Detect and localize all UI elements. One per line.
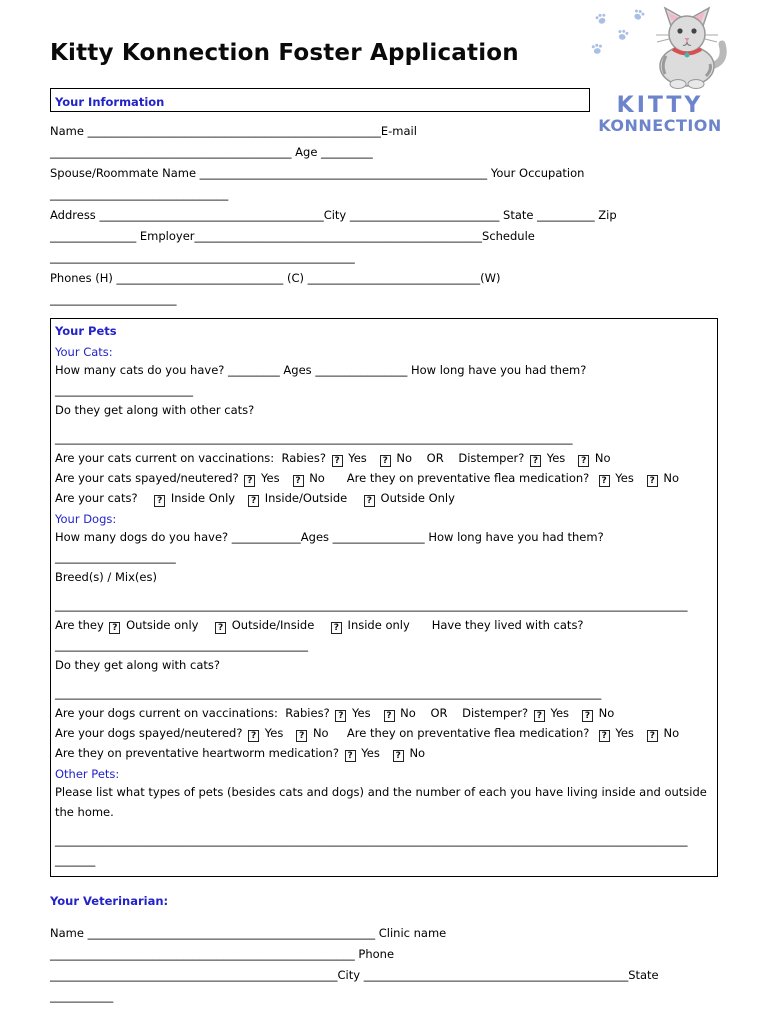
checkbox-icon[interactable]: ? [331,622,342,634]
vet-state-cont-line: ___________ [50,989,114,1003]
line-text: Are your cats? [55,491,153,505]
line-text: Are your dogs current on vaccinations: Rabies? [55,706,334,720]
checkbox-icon[interactable]: ? [364,495,375,507]
checkbox-icon[interactable]: ? [154,495,165,507]
info-line-phones-cont: ______________________ [50,292,177,306]
dogs-how-many-cont-line: _____________________ [55,550,176,564]
line-text: Are your cats spayed/neutered? [55,471,243,485]
info-line-name-email: Name ___________________________________________________E-mail [50,124,417,138]
line-text: Are your dogs spayed/neutered? [55,726,247,740]
checkbox-icon[interactable]: ? [296,730,307,742]
line-text: Yes [261,726,295,740]
checkbox-icon[interactable]: ? [244,475,255,487]
info-line-phones: Phones (H) _____________________________ (C) ______________________________(W) [50,271,501,285]
line-text: No OR Distemper? [396,706,532,720]
cats-get-along-question: Do they get along with other cats? [55,403,255,417]
cats-vaccinations-line [55,448,711,468]
line-text: Yes [543,451,577,465]
line-text: No Are they on preventative flea medication? [309,726,597,740]
line-text: Outside only [122,618,214,632]
page-title: Kitty Konnection Foster Application [50,40,519,66]
dogs-lived-with-cats-blank-line: ____________________________________________ [55,638,308,652]
label-your-cats: Your Cats: [55,345,113,359]
info-line-email-cont-age: __________________________________________ Age _________ [50,145,373,159]
line-text: Inside/Outside [261,491,362,505]
checkbox-icon[interactable]: ? [384,710,395,722]
dogs-get-along-question: Do they get along with cats? [55,658,220,672]
label-your-dogs: Your Dogs: [55,512,117,526]
info-line-spouse-occupation: Spouse/Roommate Name __________________________________________________ Your Occupation [50,166,585,180]
line-text: Yes [611,726,645,740]
vet-phone-line: _____________________________________________________ Phone [50,947,395,961]
dogs-spayed-neutered-line [55,723,711,743]
checkbox-icon[interactable]: ? [293,475,304,487]
dogs-breeds-label: Breed(s) / Mix(es) [55,570,157,584]
line-text: No [659,471,680,485]
checkbox-icon[interactable]: ? [215,622,226,634]
line-text: Inside Only [167,491,247,505]
checkbox-icon[interactable]: ? [582,710,593,722]
line-text: Are they on preventative heartworm medication? [55,746,343,760]
section-header-your-information [50,88,590,112]
other-pets-blank-line-1: ______________________________________________________________________________________________________________ [55,833,688,847]
line-text: No [595,706,615,720]
info-line-address-city-state-zip: Address _______________________________________City __________________________ State __________ Zip [50,208,617,222]
line-text: Inside only Have they lived with cats? [343,618,584,632]
line-text: Outside Only [376,491,455,505]
dogs-outside-inside-line [55,615,711,635]
checkbox-icon[interactable]: ? [393,750,404,762]
line-text: No [405,746,426,760]
cats-inside-outside-line [55,488,711,508]
checkbox-icon[interactable]: ? [647,475,658,487]
section-title-your-information: Your Information [55,95,165,109]
line-text: No [659,726,680,740]
line-text: Yes [257,471,291,485]
cats-get-along-blank-line: __________________________________________________________________________________________ [55,431,573,445]
checkbox-icon[interactable]: ? [530,455,541,467]
info-line-occupation-cont: _______________________________ [50,187,229,201]
checkbox-icon[interactable]: ? [332,455,343,467]
section-title-your-pets: Your Pets [55,324,117,338]
logo-text-konnection: KONNECTION [598,116,722,135]
vet-name-clinic-line: Name __________________________________________________ Clinic name [50,926,447,940]
line-text: Yes [611,471,645,485]
section-title-your-veterinarian: Your Veterinarian: [50,894,169,908]
checkbox-icon[interactable]: ? [335,710,346,722]
checkbox-icon[interactable]: ? [578,455,589,467]
line-text: No OR Distemper? [392,451,529,465]
vet-city-state-line: __________________________________________________City ______________________________________________State [50,968,659,982]
checkbox-icon[interactable]: ? [599,475,610,487]
checkbox-icon[interactable]: ? [248,495,259,507]
checkbox-icon[interactable]: ? [248,730,259,742]
line-text: Yes [546,706,580,720]
logo-text-kitty: KITTY [616,93,704,118]
checkbox-icon[interactable]: ? [647,730,658,742]
cats-how-many-cont-line: ________________________ [55,383,193,397]
checkbox-icon[interactable]: ? [345,750,356,762]
line-text: Yes [348,706,382,720]
line-text: Are they [55,618,108,632]
other-pets-description: Please list what types of pets (besides cats and dogs) and the number of each you have living inside and outside the home. [55,785,711,819]
cat-logo-graphic [584,6,736,90]
info-line-employer-schedule: _______________ Employer__________________________________________________Schedule [50,229,535,243]
line-text: Are your cats current on vaccinations: Rabies? [55,451,330,465]
checkbox-icon[interactable]: ? [599,730,610,742]
line-text: Yes [357,746,391,760]
dogs-vaccinations-line [55,703,711,723]
cats-spayed-neutered-line [55,468,711,488]
line-text: No [591,451,611,465]
checkbox-icon[interactable]: ? [534,710,545,722]
dogs-heartworm-line [55,743,711,763]
checkbox-icon[interactable]: ? [109,622,120,634]
dogs-get-along-blank-line: _______________________________________________________________________________________________ [55,686,602,700]
line-text: No Are they on preventative flea medication? [305,471,597,485]
info-line-schedule-cont: _____________________________________________________ [50,250,355,264]
other-pets-blank-line-2: _______ [55,853,96,867]
line-text: Outside/Inside [228,618,329,632]
dogs-breeds-blank-line: ______________________________________________________________________________________________________________ [55,598,688,612]
label-other-pets: Other Pets: [55,767,120,781]
line-text: Yes [344,451,378,465]
dogs-how-many-line: How many dogs do you have? ____________Ages ________________ How long have you had them? [55,530,604,544]
kitty-konnection-logo [584,6,736,134]
section-your-pets [50,318,718,877]
cats-how-many-line: How many cats do you have? _________ Ages ________________ How long have you had them? [55,363,587,377]
checkbox-icon[interactable]: ? [380,455,391,467]
